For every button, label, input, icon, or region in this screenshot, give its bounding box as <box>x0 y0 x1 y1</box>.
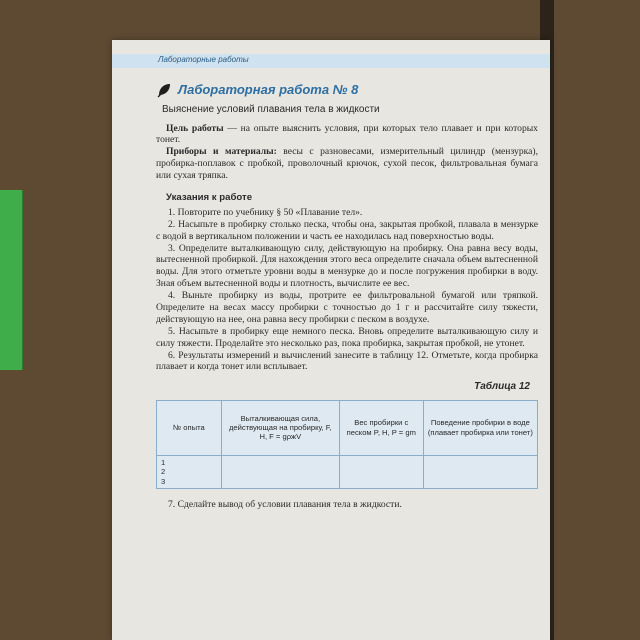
table-header-cell: Вес пробирки с песком P, Н, P = gm <box>339 400 423 455</box>
lab-title-row <box>156 82 538 98</box>
goal-label: Цель работы <box>166 122 224 134</box>
equipment-text: весы с разновесами, измерительный цилиндр (мензурка), пробирка-поплавок с пробкой, проволочный крючок, сухой песок, фильтровальная бумага или сухая тряпка. <box>156 146 538 182</box>
table-cell <box>339 455 423 488</box>
table-row <box>157 455 538 488</box>
row-number: 3 <box>161 476 166 486</box>
table-header-cell: № опыта <box>157 400 222 455</box>
goal-text: — на опыте выяснить условия, при которых тело плавает и при которых тонет. <box>156 122 538 146</box>
table-header-cell: Поведение пробирки в воде (плавает пробирка или тонет) <box>423 400 537 455</box>
instruction-item: 3. Определите выталкивающую силу, действующую на пробирку. Она равна весу воды, вытесненной пробиркой. Для нахождения этого веса определите сначала объем вытесненной воды. Для этого отметьте уровни воды в мензурке до и после погружения пробирки в воду. Зная объем вытесненной воды и плотность, вычислите ее вес. <box>156 242 538 290</box>
equipment-label: Приборы и материалы: <box>166 146 277 158</box>
instruction-item: 6. Результаты измерений и вычислений занесите в таблицу 12. Отметьте, когда пробирка плавает и когда тонет или всплывает. <box>156 349 538 373</box>
conclusion-item: 7. Сделайте вывод об условии плавания тела в жидкости. <box>168 499 402 511</box>
running-header-title: Лабораторные работы <box>158 55 249 64</box>
results-table <box>156 400 538 489</box>
instructions-heading: Указания к работе <box>166 191 253 203</box>
ruler <box>0 190 23 370</box>
table-cell-row-numbers <box>157 455 222 488</box>
instruction-item: 2. Насыпьте в пробирку столько песка, чтобы она, закрытая пробкой, плавала в мензурке с водой в вертикальном положении и часть ее находилась над поверхностью воды. <box>156 218 538 242</box>
row-number: 1 <box>161 457 166 467</box>
instruction-item: 1. Повторите по учебнику § 50 «Плавание тел». <box>168 206 363 218</box>
goal-paragraph <box>156 123 538 147</box>
table-caption: Таблица 12 <box>474 381 530 393</box>
table-header-row <box>157 400 538 455</box>
page-content <box>156 82 538 511</box>
instruction-item: 4. Выньте пробирку из воды, протрите ее фильтровальной бумагой или тряпкой. Определите на весах массу пробирки с точностью до 1 г и рассчитайте силу тяжести, действующую на нее, она равна весу пробирки с песком в воздухе. <box>156 290 538 325</box>
lab-subtitle: Выяснение условий плавания тела в жидкости <box>162 104 380 116</box>
equipment-paragraph <box>156 146 538 182</box>
table-cell <box>423 455 537 488</box>
leaf-icon <box>156 82 172 98</box>
running-header <box>112 54 550 68</box>
textbook-page <box>112 40 550 640</box>
table-cell <box>221 455 339 488</box>
row-number: 2 <box>161 467 166 477</box>
table-header-cell: Выталкивающая сила, действующая на пробирку, F, Н, F = gρжV <box>221 400 339 455</box>
lab-title: Лабораторная работа № 8 <box>178 82 359 97</box>
instruction-item: 5. Насыпьте в пробирку еще немного песка. Вновь определите выталкивающую силу и силу тяжести. Проделайте это несколько раз, пока пробирка, закрытая пробкой, не утонет. <box>156 325 538 349</box>
